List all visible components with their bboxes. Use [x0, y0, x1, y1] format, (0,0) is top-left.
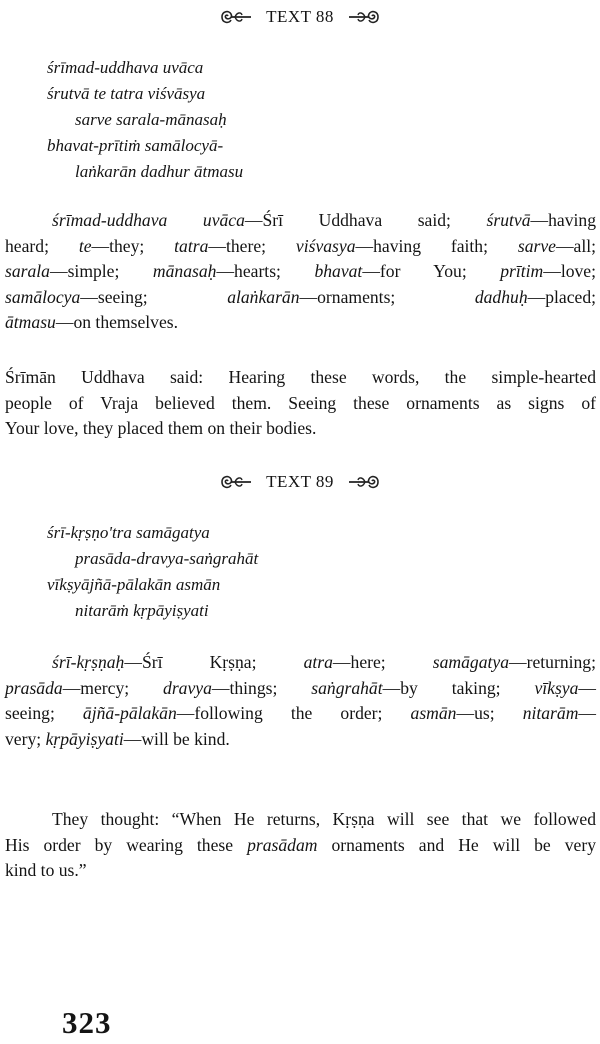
- text-fragment: Your love, they placed them on their bodies.: [5, 418, 317, 438]
- text-fragment: —ornaments;: [299, 286, 475, 307]
- text-line: [5, 807, 596, 833]
- sanskrit-term: te: [78, 235, 92, 256]
- text-88-translation: [5, 365, 596, 442]
- text-89-verse: [47, 520, 547, 624]
- text-fragment: Śrīmān Uddhava said: Hearing these words, the simple-hearted: [5, 367, 596, 387]
- text-fragment: —things;: [211, 677, 312, 698]
- sanskrit-term: prasāda: [5, 677, 63, 698]
- sanskrit-term: mānasaḥ: [152, 261, 217, 281]
- text-fragment: —hearts;: [216, 261, 315, 281]
- sanskrit-term: śrī-kṛṣṇaḥ: [52, 652, 125, 672]
- text-fragment: —will be kind.: [123, 728, 230, 749]
- text-fragment: —on themselves.: [55, 312, 179, 332]
- right-flourish-ornament-icon: [347, 7, 381, 27]
- text-88-heading: [0, 2, 600, 32]
- text-fragment: —placed;: [527, 286, 596, 307]
- sanskrit-term: dadhuḥ: [474, 286, 528, 307]
- text-fragment: —following the order;: [176, 703, 411, 723]
- text-fragment: —Śrī Kṛṣṇa;: [124, 652, 304, 672]
- text-fragment: —here;: [332, 652, 433, 672]
- text-88-verse: [47, 55, 547, 185]
- text-fragment: —Śrī Uddhava said;: [244, 210, 487, 230]
- text-fragment: —love;: [543, 261, 597, 281]
- text-88-synonyms: [5, 208, 596, 336]
- sanskrit-term: viśvasya: [295, 235, 356, 256]
- text-89-title: TEXT 89: [266, 472, 334, 491]
- text-fragment: —there;: [208, 235, 296, 256]
- text-fragment: heard;: [5, 235, 79, 256]
- sanskrit-term: tatra: [174, 235, 209, 256]
- left-flourish-ornament-icon: [219, 472, 253, 492]
- text-fragment: people of Vraja believed them. Seeing these ornaments as signs of: [5, 392, 596, 413]
- text-line: [5, 391, 596, 417]
- sanskrit-term: ājñā-pālakān: [82, 703, 177, 723]
- text-line: [5, 259, 596, 285]
- text-line: [5, 285, 596, 311]
- sanskrit-term: śrutvā: [486, 210, 531, 230]
- sanskrit-term: śrīmad-uddhava uvāca: [52, 210, 245, 230]
- text-88-title: TEXT 88: [266, 7, 334, 26]
- sanskrit-term: prasādam: [247, 834, 318, 855]
- text-line: [5, 416, 596, 442]
- text-line: [5, 310, 596, 336]
- text-fragment: —having: [530, 210, 596, 230]
- sanskrit-term: sarala: [5, 261, 50, 281]
- text-fragment: —: [578, 703, 597, 723]
- sanskrit-term: sarve: [517, 235, 556, 256]
- sanskrit-term: atra: [303, 652, 333, 672]
- text-fragment: kind to us.”: [5, 860, 87, 880]
- text-fragment: —mercy;: [62, 677, 164, 698]
- text-fragment: —seeing;: [80, 286, 228, 307]
- text-fragment: ornaments and He will be very: [317, 834, 596, 855]
- verse-line: prasāda-dravya-saṅgrahāt: [75, 549, 259, 568]
- text-fragment: —: [578, 677, 596, 698]
- text-line: [5, 833, 596, 859]
- text-fragment: —all;: [555, 235, 597, 256]
- sanskrit-term: ātmasu: [5, 312, 56, 332]
- left-flourish-ornament-icon: [219, 7, 253, 27]
- text-fragment: —they;: [91, 235, 175, 256]
- verse-line: vīkṣyājñā-pālakān asmān: [47, 575, 221, 594]
- sanskrit-term: prītim: [500, 261, 544, 281]
- text-line: [5, 701, 596, 727]
- text-89-translation: [5, 807, 596, 884]
- verse-line: nitarāṁ kṛpāyiṣyati: [75, 601, 209, 620]
- text-line: [5, 858, 596, 884]
- verse-line: śrī-kṛṣṇo'tra samāgatya: [47, 523, 210, 542]
- text-line: [5, 234, 596, 260]
- text-line: [5, 727, 596, 753]
- text-fragment: —by taking;: [382, 677, 535, 698]
- text-line: [5, 365, 596, 391]
- text-fragment: —us;: [456, 703, 523, 723]
- sanskrit-term: asmān: [410, 703, 457, 723]
- text-fragment: They thought: “When He returns, Kṛṣṇa will see that we followed: [52, 809, 596, 829]
- sanskrit-term: samālocya: [5, 286, 81, 307]
- sanskrit-term: dravya: [163, 677, 212, 698]
- sanskrit-term: samāgatya: [432, 652, 510, 672]
- sanskrit-term: alaṅkarān: [227, 286, 300, 307]
- text-fragment: seeing;: [5, 703, 83, 723]
- sanskrit-term: vīkṣya: [534, 677, 579, 698]
- text-fragment: —returning;: [509, 652, 596, 672]
- verse-line: bhavat-prītiṁ samālocyā-: [47, 136, 224, 155]
- text-fragment: —having faith;: [355, 235, 518, 256]
- page-number: 323: [62, 1005, 112, 1040]
- sanskrit-term: saṅgrahāt: [311, 677, 383, 698]
- verse-line: laṅkarān dadhur ātmasu: [75, 162, 244, 181]
- text-line: [5, 650, 596, 676]
- verse-line: śrīmad-uddhava uvāca: [47, 58, 204, 77]
- sanskrit-term: kṛpāyiṣyati: [45, 728, 124, 749]
- text-line: [5, 676, 596, 702]
- text-fragment: very;: [5, 728, 46, 749]
- verse-line: śrutvā te tatra viśvāsya: [47, 84, 206, 103]
- text-89-synonyms: [5, 650, 596, 752]
- sanskrit-term: nitarām: [522, 703, 579, 723]
- text-89-heading: [0, 467, 600, 497]
- sanskrit-term: bhavat: [314, 261, 363, 281]
- text-line: [5, 208, 596, 234]
- verse-line: sarve sarala-mānasaḥ: [75, 110, 227, 129]
- text-fragment: —simple;: [49, 261, 153, 281]
- text-fragment: His order by wearing these: [5, 834, 248, 855]
- text-fragment: —for You;: [362, 261, 501, 281]
- right-flourish-ornament-icon: [347, 472, 381, 492]
